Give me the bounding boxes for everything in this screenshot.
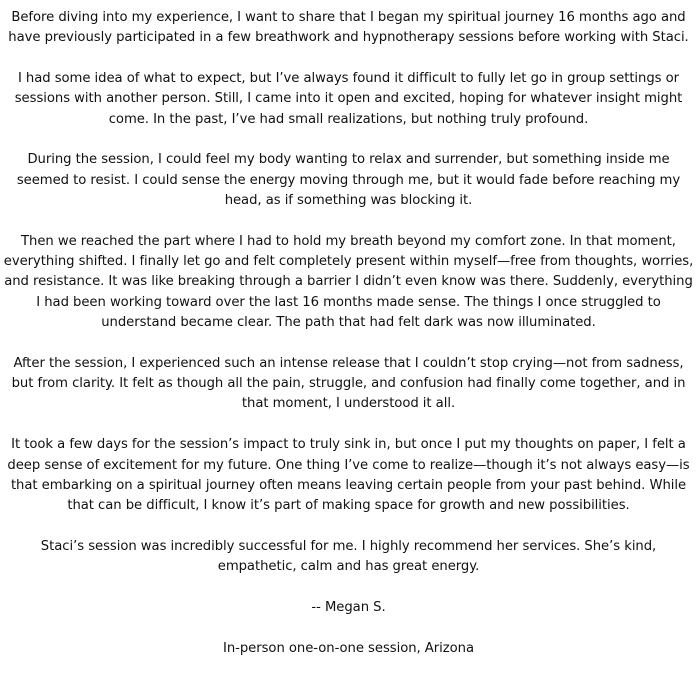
testimonial-paragraph-4: Then we reached the part where I had to hold my breath beyond my comfort zone. In that moment, everything shifted. I finally let go and felt completely present within myself—free from thoughts, worries, and resistance. It was like breaking through a barrier I didn’t even know was there. Suddenly, everything I had been working toward over the last 16 months made sense. The things I once struggled to understand became clear. The path that had felt dark was now illuminated. bbox=[3, 233, 694, 331]
testimonial-paragraph-6: It took a few days for the session’s impact to truly sink in, but once I put my thoughts on paper, I felt a deep sense of excitement for my future. One thing I’ve come to realize—though it’s not always easy—is that embarking on a spiritual journey often means leaving certain people from your past behind. While that can be difficult, I know it’s part of making space for growth and new possibilities. bbox=[7, 437, 690, 514]
testimonial-paragraph-7: Staci’s session was incredibly successful for me. I highly recommend her services. She’s kind, empathetic, calm and has great energy. bbox=[40, 538, 657, 575]
session-info: In-person one-on-one session, Arizona bbox=[223, 640, 474, 656]
testimonial-signature: -- Megan S. bbox=[311, 600, 386, 616]
testimonial-paragraph-5: After the session, I experienced such an intense release that I couldn’t stop crying—not from sadness, but from clarity. It felt as though all the pain, struggle, and confusion had finally come together, and in that moment, I understood it all. bbox=[11, 355, 686, 412]
testimonial-paragraph-3: During the session, I could feel my body wanting to relax and surrender, but something inside me seemed to resist. I could sense the energy moving through me, but it would fade before reaching my head, as if something was blocking it. bbox=[16, 152, 681, 209]
testimonial-paragraph-2: I had some idea of what to expect, but I’ve always found it difficult to fully let go in group settings or sessions with another person. Still, I came into it open and excited, hoping for whatever insight might come. In the past, I’ve had small realizations, but nothing truly profound. bbox=[14, 71, 683, 127]
testimonial-paragraph-1: Before diving into my experience, I want to share that I began my spiritual journey 16 months ago and have previously participated in a few breathwork and hypnotherapy sessions before working with Staci. bbox=[8, 10, 689, 46]
